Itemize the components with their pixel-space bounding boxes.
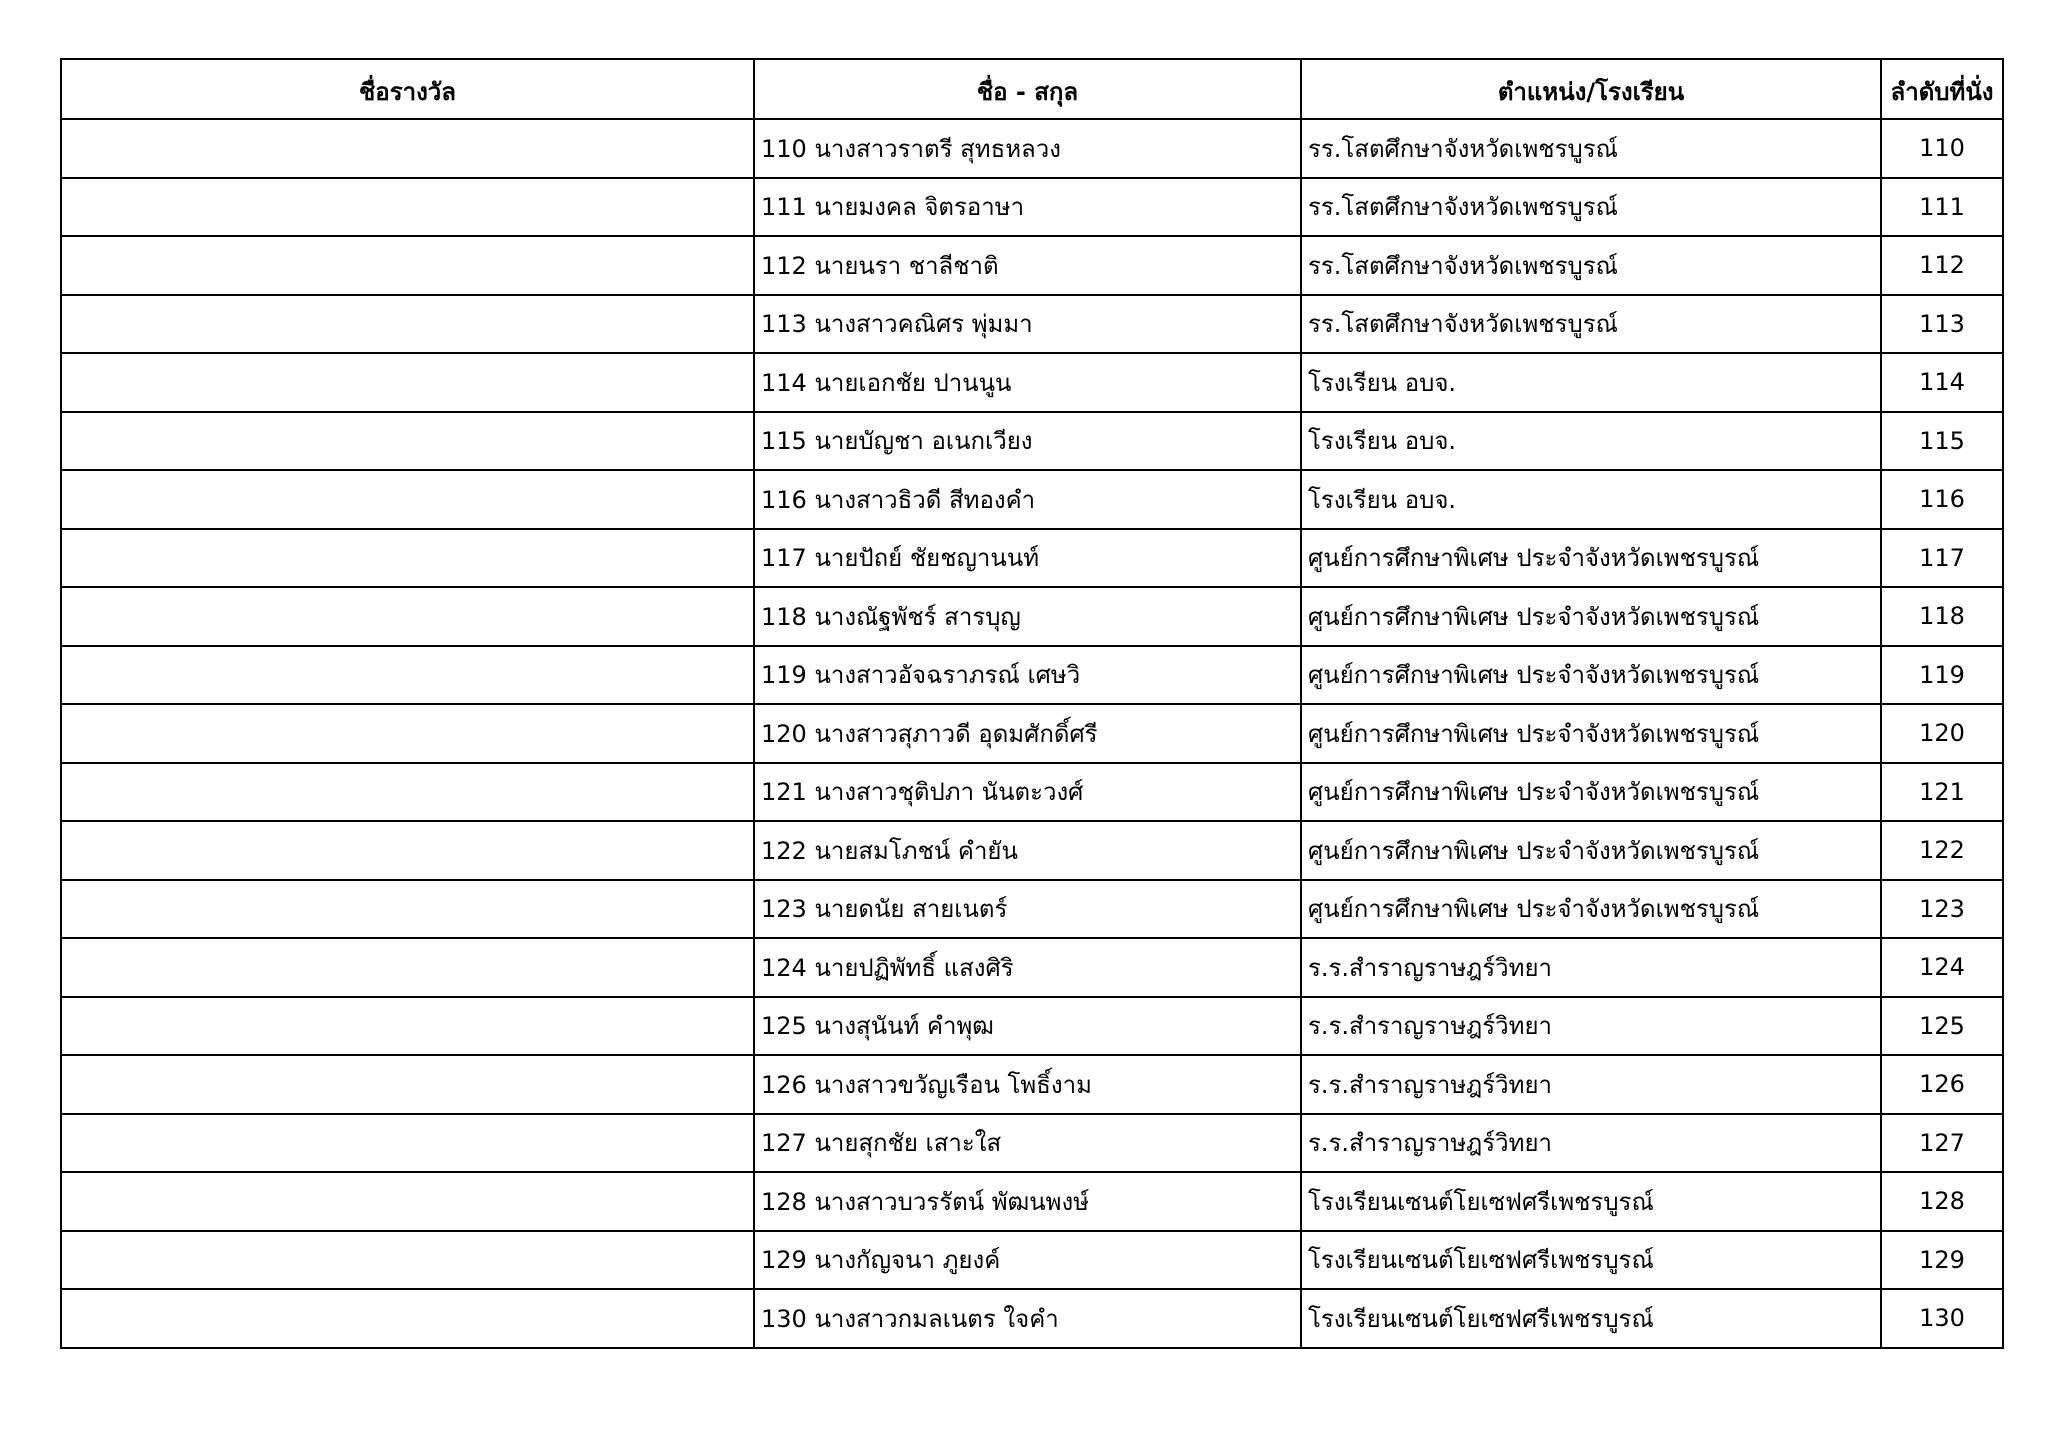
cell-award [61, 1172, 754, 1231]
cell-school: รร.โสตศึกษาจังหวัดเพชรบูรณ์ [1301, 119, 1881, 178]
seating-table [60, 58, 2004, 1349]
cell-seat: 113 [1881, 295, 2003, 354]
cell-school: ศูนย์การศึกษาพิเศษ ประจำจังหวัดเพชรบูรณ์ [1301, 646, 1881, 705]
table-row [61, 412, 2003, 471]
cell-award [61, 821, 754, 880]
cell-name: 121 นางสาวชุติปภา นันตะวงศ์ [754, 763, 1301, 822]
cell-school: ศูนย์การศึกษาพิเศษ ประจำจังหวัดเพชรบูรณ์ [1301, 880, 1881, 939]
cell-school: ศูนย์การศึกษาพิเศษ ประจำจังหวัดเพชรบูรณ์ [1301, 763, 1881, 822]
cell-school: โรงเรียน อบจ. [1301, 353, 1881, 412]
table-row [61, 119, 2003, 178]
cell-seat: 117 [1881, 529, 2003, 588]
cell-award [61, 178, 754, 237]
cell-award [61, 295, 754, 354]
cell-seat: 110 [1881, 119, 2003, 178]
cell-name: 128 นางสาวบวรรัตน์ พัฒนพงษ์ [754, 1172, 1301, 1231]
table-row [61, 821, 2003, 880]
cell-seat: 119 [1881, 646, 2003, 705]
cell-award [61, 1114, 754, 1173]
cell-name: 113 นางสาวคณิศร พุ่มมา [754, 295, 1301, 354]
table-row [61, 880, 2003, 939]
table-row [61, 704, 2003, 763]
cell-seat: 126 [1881, 1055, 2003, 1114]
cell-seat: 112 [1881, 236, 2003, 295]
table-row [61, 997, 2003, 1056]
header-row [61, 59, 2003, 119]
table-row [61, 1289, 2003, 1348]
table-row [61, 353, 2003, 412]
header-name: ชื่อ - สกุล [754, 59, 1301, 119]
cell-name: 122 นายสมโภชน์ คำยัน [754, 821, 1301, 880]
cell-award [61, 236, 754, 295]
table-row [61, 236, 2003, 295]
cell-award [61, 704, 754, 763]
table-row [61, 1231, 2003, 1290]
cell-school: รร.โสตศึกษาจังหวัดเพชรบูรณ์ [1301, 295, 1881, 354]
cell-name: 117 นายปัถย์ ชัยชญานนท์ [754, 529, 1301, 588]
cell-award [61, 880, 754, 939]
cell-seat: 116 [1881, 470, 2003, 529]
table-header [61, 59, 2003, 119]
cell-name: 112 นายนรา ชาลีชาติ [754, 236, 1301, 295]
cell-school: ศูนย์การศึกษาพิเศษ ประจำจังหวัดเพชรบูรณ์ [1301, 529, 1881, 588]
header-award: ชื่อรางวัล [61, 59, 754, 119]
cell-name: 126 นางสาวขวัญเรือน โพธิ์งาม [754, 1055, 1301, 1114]
cell-award [61, 412, 754, 471]
cell-seat: 122 [1881, 821, 2003, 880]
cell-name: 125 นางสุนันท์ คำพุฒ [754, 997, 1301, 1056]
cell-award [61, 646, 754, 705]
cell-seat: 123 [1881, 880, 2003, 939]
cell-seat: 111 [1881, 178, 2003, 237]
cell-name: 129 นางกัญจนา ภูยงค์ [754, 1231, 1301, 1290]
cell-award [61, 1055, 754, 1114]
table-row [61, 938, 2003, 997]
cell-school: ศูนย์การศึกษาพิเศษ ประจำจังหวัดเพชรบูรณ์ [1301, 587, 1881, 646]
cell-school: ร.ร.สำราญราษฎร์วิทยา [1301, 1055, 1881, 1114]
cell-seat: 129 [1881, 1231, 2003, 1290]
cell-seat: 127 [1881, 1114, 2003, 1173]
cell-school: โรงเรียน อบจ. [1301, 412, 1881, 471]
cell-name: 119 นางสาวอัจฉราภรณ์ เศษวิ [754, 646, 1301, 705]
table-row [61, 1055, 2003, 1114]
table-row [61, 295, 2003, 354]
cell-school: โรงเรียน อบจ. [1301, 470, 1881, 529]
cell-seat: 115 [1881, 412, 2003, 471]
cell-name: 110 นางสาวราตรี สุทธหลวง [754, 119, 1301, 178]
cell-name: 116 นางสาวธิวดี สีทองคำ [754, 470, 1301, 529]
cell-name: 118 นางณัฐพัชร์ สารบุญ [754, 587, 1301, 646]
cell-name: 127 นายสุกชัย เสาะใส [754, 1114, 1301, 1173]
cell-school: ร.ร.สำราญราษฎร์วิทยา [1301, 1114, 1881, 1173]
cell-seat: 130 [1881, 1289, 2003, 1348]
cell-award [61, 470, 754, 529]
cell-name: 123 นายดนัย สายเนตร์ [754, 880, 1301, 939]
cell-school: รร.โสตศึกษาจังหวัดเพชรบูรณ์ [1301, 236, 1881, 295]
cell-award [61, 1289, 754, 1348]
cell-name: 114 นายเอกชัย ปานนูน [754, 353, 1301, 412]
cell-award [61, 997, 754, 1056]
cell-school: รร.โสตศึกษาจังหวัดเพชรบูรณ์ [1301, 178, 1881, 237]
cell-school: ร.ร.สำราญราษฎร์วิทยา [1301, 997, 1881, 1056]
cell-seat: 125 [1881, 997, 2003, 1056]
table-row [61, 587, 2003, 646]
cell-seat: 114 [1881, 353, 2003, 412]
cell-name: 120 นางสาวสุภาวดี อุดมศักดิ์ศรี [754, 704, 1301, 763]
cell-school: ศูนย์การศึกษาพิเศษ ประจำจังหวัดเพชรบูรณ์ [1301, 821, 1881, 880]
table-row [61, 178, 2003, 237]
cell-name: 111 นายมงคล จิตรอาษา [754, 178, 1301, 237]
table-body [61, 119, 2003, 1348]
cell-name: 115 นายบัญชา อเนกเวียง [754, 412, 1301, 471]
table-row [61, 646, 2003, 705]
cell-seat: 118 [1881, 587, 2003, 646]
cell-award [61, 119, 754, 178]
cell-award [61, 353, 754, 412]
cell-award [61, 587, 754, 646]
cell-award [61, 1231, 754, 1290]
cell-school: โรงเรียนเซนต์โยเซฟศรีเพชรบูรณ์ [1301, 1172, 1881, 1231]
cell-school: ศูนย์การศึกษาพิเศษ ประจำจังหวัดเพชรบูรณ์ [1301, 704, 1881, 763]
cell-award [61, 938, 754, 997]
cell-school: ร.ร.สำราญราษฎร์วิทยา [1301, 938, 1881, 997]
cell-seat: 121 [1881, 763, 2003, 822]
cell-seat: 128 [1881, 1172, 2003, 1231]
cell-school: โรงเรียนเซนต์โยเซฟศรีเพชรบูรณ์ [1301, 1289, 1881, 1348]
cell-seat: 124 [1881, 938, 2003, 997]
table-row [61, 470, 2003, 529]
cell-award [61, 529, 754, 588]
cell-award [61, 763, 754, 822]
table-row [61, 1172, 2003, 1231]
header-school: ตำแหน่ง/โรงเรียน [1301, 59, 1881, 119]
table-row [61, 529, 2003, 588]
table-row [61, 1114, 2003, 1173]
cell-seat: 120 [1881, 704, 2003, 763]
cell-name: 124 นายปฏิพัทธิ์ แสงศิริ [754, 938, 1301, 997]
cell-name: 130 นางสาวกมลเนตร ใจคำ [754, 1289, 1301, 1348]
cell-school: โรงเรียนเซนต์โยเซฟศรีเพชรบูรณ์ [1301, 1231, 1881, 1290]
table-row [61, 763, 2003, 822]
header-seat: ลำดับที่นั่ง [1881, 59, 2003, 119]
